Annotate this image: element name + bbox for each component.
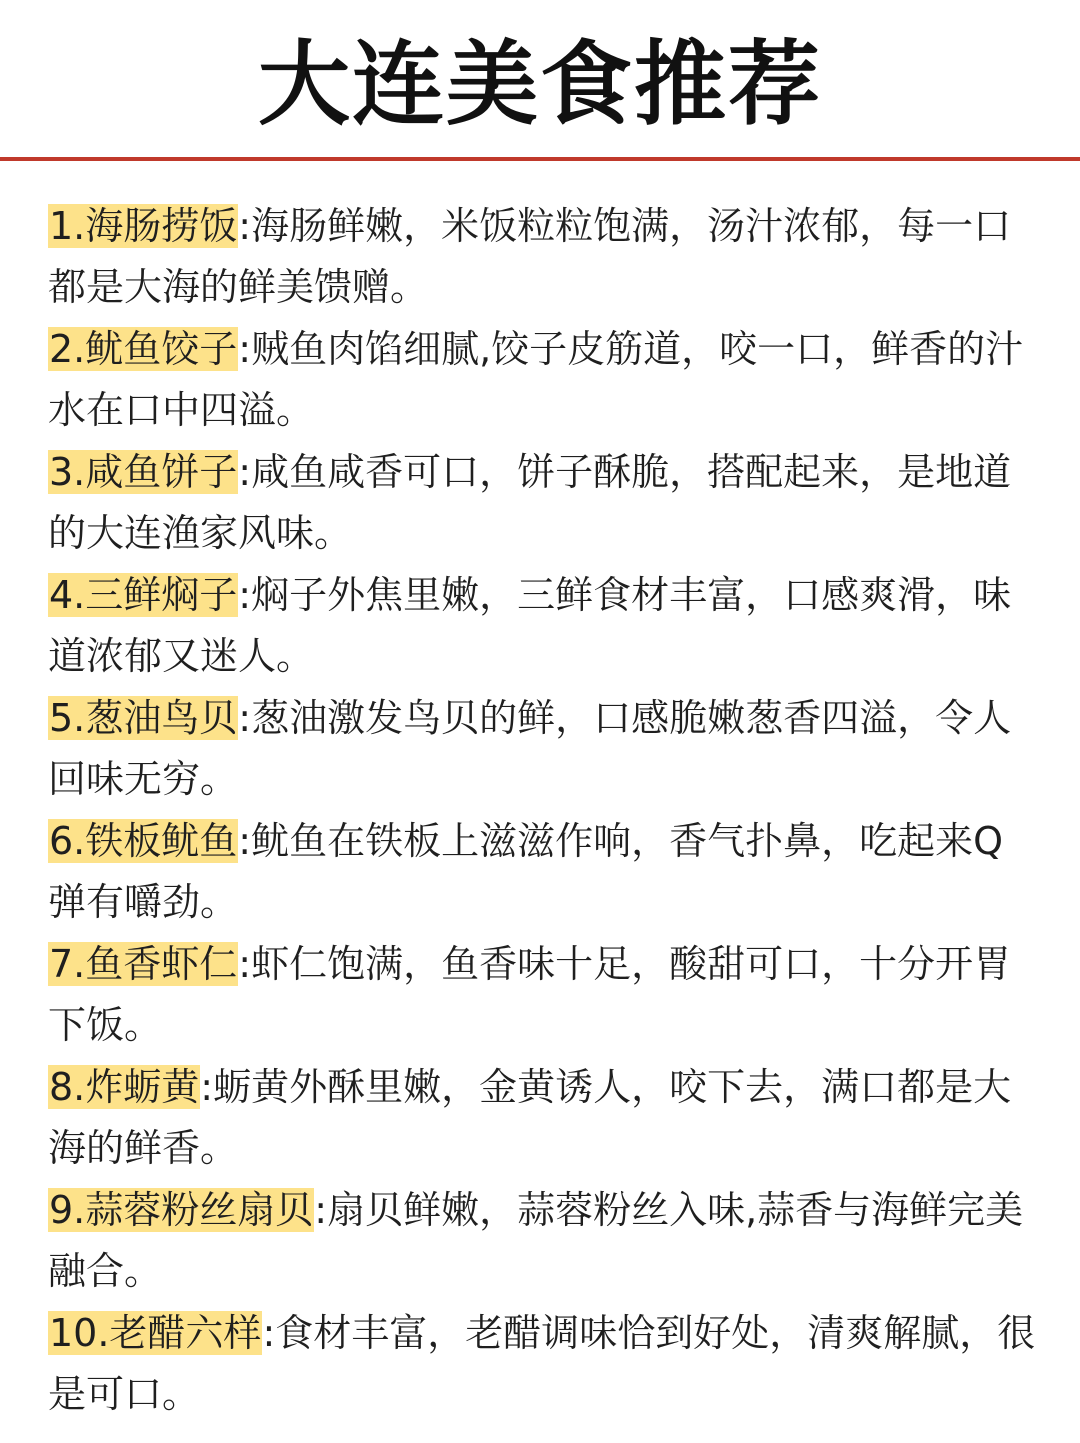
item-name: 5.葱油鸟贝 [49, 696, 238, 740]
list-item: 5.葱油鸟贝:葱油激发鸟贝的鲜，口感脆嫩葱香四溢，令人回味无穷。 [48, 696, 1012, 801]
item-name: 1.海肠捞饭 [49, 204, 238, 248]
list-item: 8.炸蛎黄:蛎黄外酥里嫩，金黄诱人，咬下去，满口都是大海的鲜香。 [48, 1065, 1012, 1170]
item-description: 贼鱼肉馅细腻,饺子皮筋道，咬一口，鲜香的汁水在口中四溢。 [48, 327, 1024, 432]
item-description: 葱油激发鸟贝的鲜，口感脆嫩葱香四溢，令人回味无穷。 [48, 696, 1012, 801]
item-name: 6.铁板鱿鱼 [49, 819, 238, 863]
item-description: 虾仁饱满，鱼香味十足，酸甜可口，十分开胃下饭。 [48, 942, 1012, 1047]
list-item: 6.铁板鱿鱼:鱿鱼在铁板上滋滋作响，香气扑鼻，吃起来Q弹有嚼劲。 [48, 819, 1003, 924]
list-item: 7.鱼香虾仁:虾仁饱满，鱼香味十足，酸甜可口，十分开胃下饭。 [48, 942, 1012, 1047]
item-name: 3.咸鱼饼子 [49, 450, 238, 494]
item-description: 咸鱼咸香可口，饼子酥脆，搭配起来，是地道的大连渔家风味。 [48, 450, 1012, 555]
item-description: 焖子外焦里嫩，三鲜食材丰富，口感爽滑，味道浓郁又迷人。 [48, 573, 1012, 678]
list-item: 2.鱿鱼饺子:贼鱼肉馅细腻,饺子皮筋道，咬一口，鲜香的汁水在口中四溢。 [48, 327, 1024, 432]
list-item: 3.咸鱼饼子:咸鱼咸香可口，饼子酥脆，搭配起来，是地道的大连渔家风味。 [48, 450, 1012, 555]
item-description: 海肠鲜嫩，米饭粒粒饱满，汤汁浓郁，每一口都是大海的鲜美馈赠。 [48, 204, 1012, 309]
title-divider [0, 157, 1080, 161]
food-list [48, 196, 1038, 1426]
list-item: 1.海肠捞饭:海肠鲜嫩，米饭粒粒饱满，汤汁浓郁，每一口都是大海的鲜美馈赠。 [48, 204, 1012, 309]
page-title: 大连美食推荐 [257, 31, 822, 138]
item-name: 9.蒜蓉粉丝扇贝 [49, 1188, 314, 1232]
item-name: 7.鱼香虾仁 [49, 942, 238, 986]
item-description: 蛎黄外酥里嫩，金黄诱人，咬下去，满口都是大海的鲜香。 [48, 1065, 1012, 1170]
header [0, 0, 1080, 158]
list-item: 10.老醋六样:食材丰富，老醋调味恰到好处，清爽解腻，很是可口。 [48, 1311, 1036, 1416]
item-name: 8.炸蛎黄 [49, 1065, 200, 1109]
item-name: 4.三鲜焖子 [49, 573, 238, 617]
item-name: 2.鱿鱼饺子 [49, 327, 238, 371]
item-name: 10.老醋六样 [49, 1311, 262, 1355]
list-item: 9.蒜蓉粉丝扇贝:扇贝鲜嫩，蒜蓉粉丝入味,蒜香与海鲜完美融合。 [48, 1188, 1024, 1293]
item-description: 鱿鱼在铁板上滋滋作响，香气扑鼻，吃起来Q弹有嚼劲。 [48, 819, 1003, 924]
list-item: 4.三鲜焖子:焖子外焦里嫩，三鲜食材丰富，口感爽滑，味道浓郁又迷人。 [48, 573, 1012, 678]
item-description: 扇贝鲜嫩，蒜蓉粉丝入味,蒜香与海鲜完美融合。 [48, 1188, 1024, 1293]
item-description: 食材丰富，老醋调味恰到好处，清爽解腻，很是可口。 [48, 1311, 1036, 1416]
